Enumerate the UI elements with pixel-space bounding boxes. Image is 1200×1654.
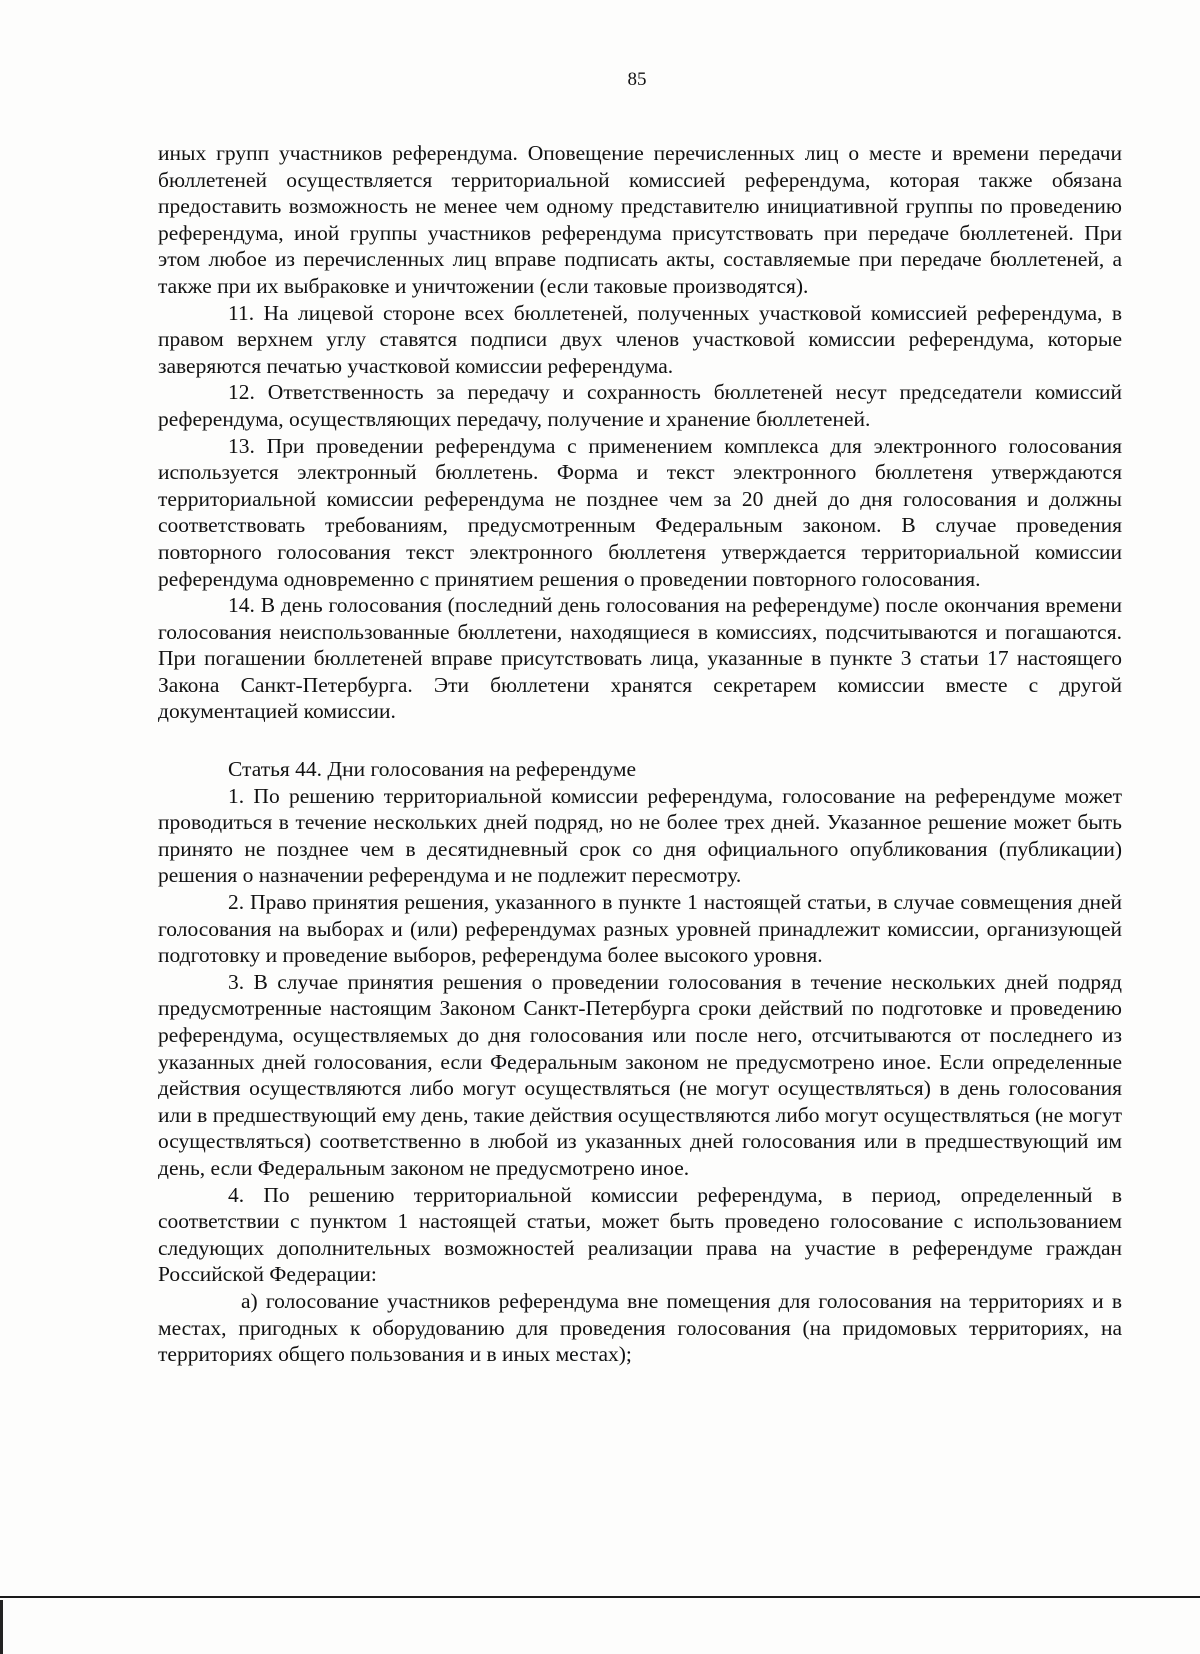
paragraph-item-14: 14. В день голосования (последний день голосования на референдуме) после окончания времени голосования неиспользованные бюллетени, находящиеся в комиссиях, подсчитываются и погашаются. При погашении бюллетеней вправе присутствовать лица, указанные в пункте 3 статьи 17 настоящего Закона Санкт-Петербурга. Эти бюллетени хранятся секретарем комиссии вместе с другой документацией комиссии. xyxy=(158,593,1122,724)
scan-bottom-edge xyxy=(0,1596,1200,1598)
article-paragraph-2: 2. Право принятия решения, указанного в пункте 1 настоящей статьи, в случае совмещения дней голосования на выборах и (или) референдумах разных уровней принадлежит комиссии, организующей подготовку и проведение выборов, референдума более высокого уровня. xyxy=(158,890,1122,968)
article-paragraph-1: 1. По решению территориальной комиссии референдума, голосование на референдуме может проводиться в течение нескольких дней подряд, но не более трех дней. Указанное решение может быть принято не позднее чем в десятидневный срок со дня официального опубликования (публикации) решения о назначении референдума и не подлежит пересмотру. xyxy=(158,783,1122,888)
article-title: Статья 44. Дни голосования на референдуме xyxy=(228,757,637,782)
scan-left-mark xyxy=(0,1600,3,1654)
document-body xyxy=(158,140,1122,1368)
paragraph-item-12: 12. Ответственность за передачу и сохранность бюллетеней несут председатели комиссий референдума, осуществляющих передачу, получение и хранение бюллетеней. xyxy=(158,380,1122,431)
article-subparagraph-a: а) голосование участников референдума вне помещения для голосования на территориях и в местах, пригодных к оборудованию для проведения голосования (на придомовых территориях, на территориях общего пользования и в иных местах); xyxy=(158,1288,1122,1367)
paragraph-item-11: 11. На лицевой стороне всех бюллетеней, полученных участковой комиссией референдума, в правом верхнем углу ставятся подписи двух членов участковой комиссии референдума, которые заверяются печатью участковой комиссии референдума. xyxy=(158,300,1122,378)
article-paragraph-3: 3. В случае принятия решения о проведении голосования в течение нескольких дней подряд предусмотренные настоящим Законом Санкт-Петербурга сроки действий по подготовке и проведению референдума, осуществляемых до дня голосования или после него, отсчитываются от последнего из указанных дней голосования, если Федеральным законом не предусмотрено иное. Если определенные действия осуществляются либо могут осуществляться (не могут осуществляться) в день голосования или в предшествующий ему день, такие действия осуществляются либо могут осуществляться (не могут осуществляться) соответственно в любой из указанных дней голосования или в предшествующий им день, если Федеральным законом не предусмотрено иное. xyxy=(158,969,1122,1180)
paragraph-continuation: иных групп участников референдума. Оповещение перечисленных лиц о месте и времени передачи бюллетеней осуществляется территориальной комиссией референдума, которая также обязана предоставить возможность не менее чем одному представителю инициативной группы по проведению референдума, иной группы участников референдума присутствовать при передаче бюллетеней. При этом любое из перечисленных лиц вправе подписать акты, составляемые при передаче бюллетеней, а также при их выбраковке и уничтожении (если таковые производятся). xyxy=(158,141,1122,298)
paragraph-item-13: 13. При проведении референдума с применением комплекса для электронного голосования используется электронный бюллетень. Форма и текст электронного бюллетеня утверждаются территориальной комиссии референдума не позднее чем за 20 дней до дня голосования и должны соответствовать требованиям, предусмотренным Федеральным законом. В случае проведения повторного голосования текст электронного бюллетеня утверждается территориальной комиссии референдума одновременно с принятием решения о проведении повторного голосования. xyxy=(158,433,1122,591)
article-paragraph-4: 4. По решению территориальной комиссии референдума, в период, определенный в соответствии с пунктом 1 настоящей статьи, может быть проведено голосование с использованием следующих дополнительных возможностей реализации права на участие в референдуме граждан Российской Федерации: xyxy=(158,1182,1122,1287)
page-number: 85 xyxy=(627,69,647,90)
